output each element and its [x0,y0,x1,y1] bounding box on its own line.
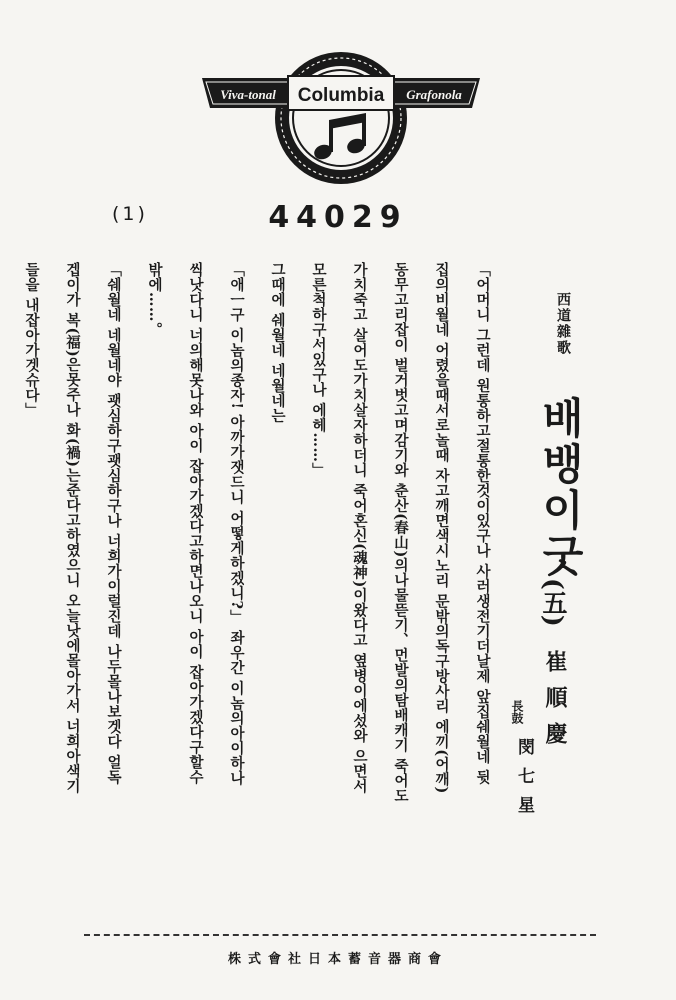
lyric-line: 「어머니 그런데 원통하고절통한것이있구나 사러생전기더날제 앞집쉐월네 뒷 [474,262,491,785]
genre-label: 西道雜歌 [555,292,571,356]
player-name: 閔七星 [514,738,534,825]
lyric-line: 그때에 쉐월네 네월네는 [269,262,286,424]
footer-company: 株式會社日本蓄音器商會 [227,952,448,967]
lyric-line: 동무고리잡이 벌거벗고며감기와 춘산(春山)의나물뜯기、먼발의탐배캐기 죽어도 [392,262,409,804]
columbia-logo [196,40,486,185]
record-number: 44029 [268,200,408,235]
lyrics-body [23,262,496,934]
lyric-line: 밖에……。 [146,262,163,337]
lyric-line: 겝이가 복(福)은못주나 화(禍)는준다고하였으니 오늘낫에몰아가서 너희아색기 [64,262,81,794]
logo-center-text: Columbia [297,85,385,106]
lyric-line [0,262,4,934]
logo-left-text: Viva-tonal [220,87,276,102]
lyric-line: 「쉐월네 네월네야 괫심하구괫심하구나 너희가이럴진데 나두몰나보겟다 얼독 [105,262,122,785]
singer-name: 崔順慶 [542,650,568,758]
part-number: (五) [539,578,568,627]
lyric-line: 들을 내잡아가겟슈다」 [23,262,40,418]
columbia-emblem-graphic [196,40,486,185]
lyric-line: 집의비월네 어렸을때서로놀때 자고깨면색시노리 문밖의독구방사리 에끼(어깨) [433,262,450,794]
footer-divider [84,934,596,936]
lyric-line: 모른척하구서있구나 에헤……」 [310,262,327,478]
side-number: (1) [112,203,148,225]
lyric-line: 씩낫다니 너의해못나와 아이 잡아가겠다고하면나오니 아이 잡아가겠다구할수 [187,262,204,785]
logo-right-text: Grafonola [406,87,462,102]
song-title: 배뱅이굿 [536,396,585,580]
lyric-line: 「애ㅡ구 이놈의종자! 아까가잿드니 어떻게하겠니?」 좌우간 이놈의아이하나 [228,262,245,786]
instrument-label: 長鼓 [510,700,524,724]
lyric-line: 가치죽고 살어도가치살자하더니 죽어혼신(魂神)이왔다고 옆병이에섰와 으면서 [351,262,368,794]
